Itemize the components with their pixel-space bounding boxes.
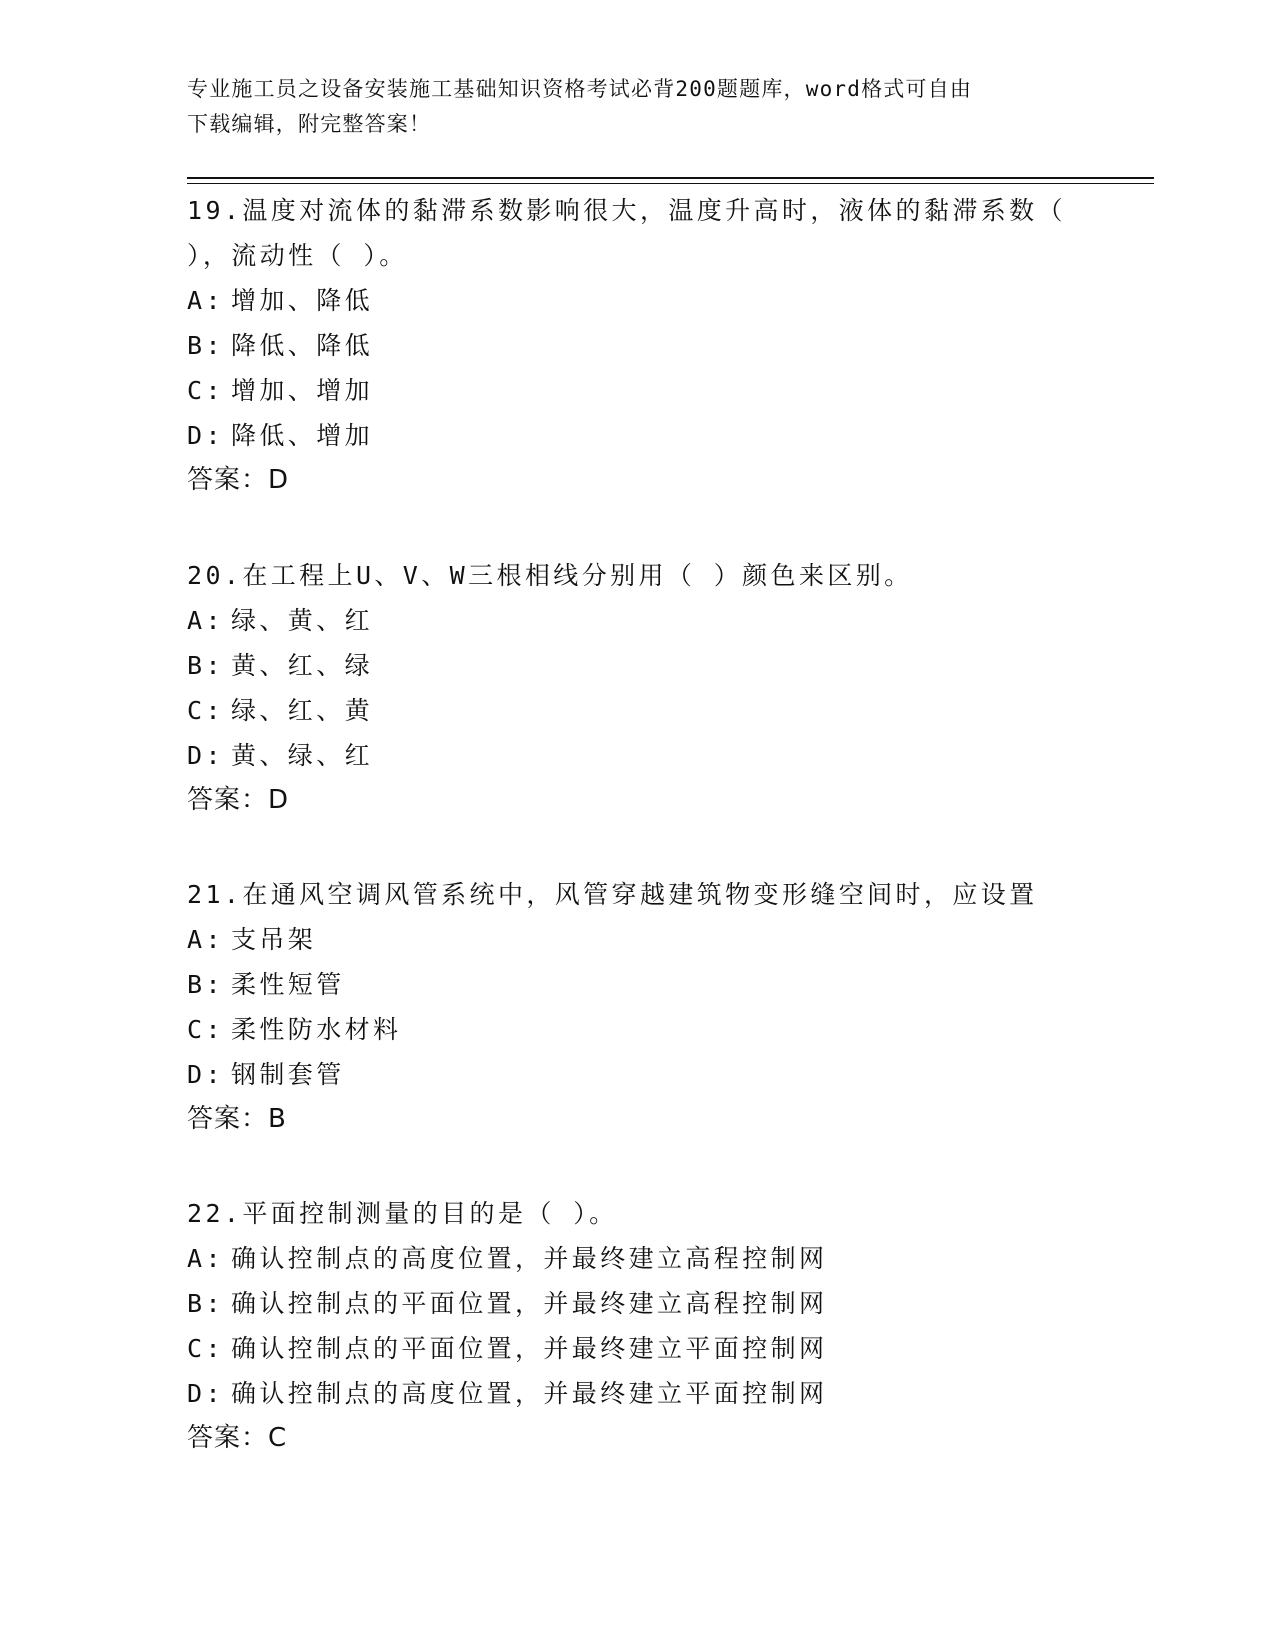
option-letter: D: [187,1060,224,1089]
question-19 [187,188,1087,503]
option-text: 支吊架 [231,925,317,954]
header-divider-thin [187,183,1154,184]
option-text: 柔性防水材料 [231,1015,402,1044]
option-a [187,278,1087,323]
option-d [187,1371,1087,1416]
document-header [187,72,1067,142]
answer-line: 答案：B [187,1104,287,1134]
option-text: 绿、黄、红 [231,606,374,635]
option-text: 黄、红、绿 [231,651,374,680]
option-text: 柔性短管 [231,970,345,999]
option-text: 降低、降低 [231,331,374,360]
option-c [187,1007,1087,1052]
option-letter: C: [187,696,224,725]
header-line-2: 下载编辑，附完整答案！ [187,112,432,136]
question-title: 22.平面控制测量的目的是（ ）。 [187,1199,618,1228]
option-b [187,1281,1087,1326]
question-22 [187,1191,1087,1461]
answer-line: 答案：D [187,465,290,495]
option-c [187,1326,1087,1371]
option-text: 黄、绿、红 [231,741,374,770]
option-letter: D: [187,741,224,770]
option-d [187,413,1087,458]
option-d [187,1052,1087,1097]
option-a [187,917,1087,962]
option-a [187,1236,1087,1281]
option-text: 钢制套管 [231,1060,345,1089]
option-b [187,323,1087,368]
header-line-1: 专业施工员之设备安装施工基础知识资格考试必背200题题库，word格式可自由 [187,77,973,101]
option-a [187,598,1087,643]
option-letter: A: [187,1244,224,1273]
question-21 [187,872,1087,1142]
option-b [187,962,1087,1007]
option-text: 增加、降低 [231,286,374,315]
option-letter: C: [187,376,224,405]
option-d [187,733,1087,778]
option-text: 绿、红、黄 [231,696,374,725]
option-text: 降低、增加 [231,421,374,450]
option-text: 确认控制点的高度位置，并最终建立平面控制网 [231,1379,828,1408]
option-letter: B: [187,970,224,999]
option-letter: C: [187,1015,224,1044]
question-title: 19.温度对流体的黏滞系数影响很大，温度升高时，液体的黏滞系数（ ），流动性（ ）。 [187,196,1066,270]
question-title: 20.在工程上U、V、W三根相线分别用（ ）颜色来区别。 [187,561,913,590]
option-letter: D: [187,1379,224,1408]
option-letter: B: [187,651,224,680]
option-letter: C: [187,1334,224,1363]
option-text: 确认控制点的高度位置，并最终建立高程控制网 [231,1244,828,1273]
option-b [187,643,1087,688]
answer-line: 答案：C [187,1423,288,1453]
option-text: 确认控制点的平面位置，并最终建立高程控制网 [231,1289,828,1318]
option-c [187,688,1087,733]
option-text: 增加、增加 [231,376,374,405]
option-c [187,368,1087,413]
option-letter: A: [187,286,224,315]
option-letter: D: [187,421,224,450]
answer-line: 答案：D [187,785,290,815]
question-title: 21.在通风空调风管系统中，风管穿越建筑物变形缝空间时，应设置 [187,880,1038,909]
option-letter: B: [187,331,224,360]
option-text: 确认控制点的平面位置，并最终建立平面控制网 [231,1334,828,1363]
option-letter: A: [187,925,224,954]
option-letter: B: [187,1289,224,1318]
question-20 [187,553,1087,823]
option-letter: A: [187,606,224,635]
header-divider-thick [187,177,1154,179]
